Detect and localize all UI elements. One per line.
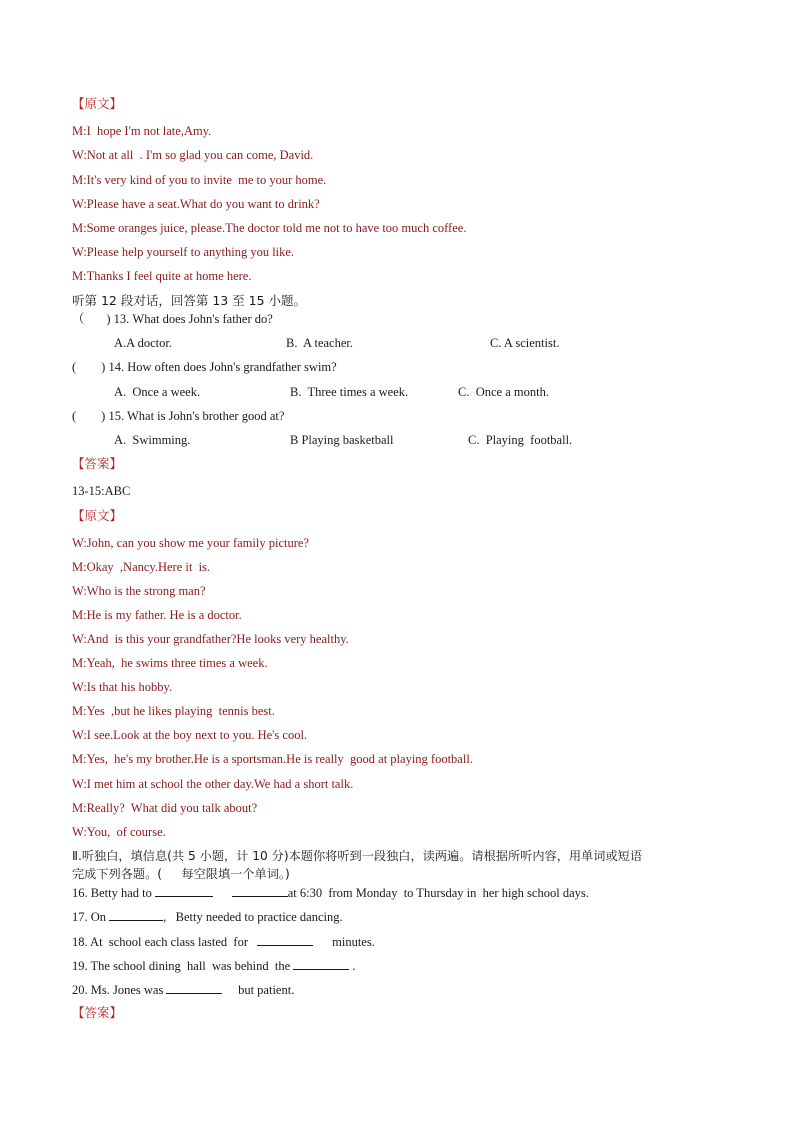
dialog-line: M:Yes ,but he likes playing tennis best. <box>72 704 275 718</box>
dialog-line: W:Is that his hobby. <box>72 680 173 694</box>
q20-text-a: 20. Ms. Jones was <box>72 983 167 997</box>
blank-17 <box>109 908 163 921</box>
dialog-line: W:John, can you show me your family picture? <box>72 536 309 550</box>
blank-18 <box>257 933 313 946</box>
q19-text-b: . <box>352 959 356 973</box>
dialog-line: M:He is my father. He is a doctor. <box>72 608 242 622</box>
question-18 <box>72 933 375 950</box>
blank-16b <box>232 884 288 897</box>
question-16 <box>72 884 589 901</box>
question-17 <box>72 908 343 925</box>
dialog-line: W:I met him at school the other day.We had a short talk. <box>72 777 354 791</box>
instructions-line-2: 完成下列各题。( 每空限填一个单词。) <box>72 867 290 881</box>
question-15: ( ) 15. What is John's brother good at? <box>72 409 285 423</box>
yuanwen-heading-1: 【原文】 <box>72 96 123 111</box>
q20-text-b: but patient. <box>238 983 295 997</box>
q17-text-a: 17. On <box>72 910 110 924</box>
option-13a: A.A doctor. <box>114 336 172 350</box>
yuanwen-heading-2: 【原文】 <box>72 508 123 523</box>
question-14: ( ) 14. How often does John's grandfather swim? <box>72 360 337 374</box>
dialog-line: M:Okay ,Nancy.Here it is. <box>72 560 211 574</box>
dialog-line: W:Not at all . I'm so glad you can come, David. <box>72 148 314 162</box>
q18-text-b: minutes. <box>332 935 375 949</box>
q16-text-b: at 6:30 from Monday to Thursday in her high school days. <box>287 886 589 900</box>
dialog-line: M:It's very kind of you to invite me to your home. <box>72 173 327 187</box>
q18-text-a: 18. At school each class lasted for <box>72 935 258 949</box>
dialog-line: M:Thanks I feel quite at home here. <box>72 269 252 283</box>
question-19 <box>72 957 356 974</box>
option-14c: C. Once a month. <box>458 385 549 399</box>
option-15c: C. Playing football. <box>468 433 573 447</box>
question-13: （ ) 13. What does John's father do? <box>72 312 273 326</box>
dialog-line: W:You, of course. <box>72 825 166 839</box>
option-13b: B. A teacher. <box>286 336 353 350</box>
dialog-line: M:Yeah, he swims three times a week. <box>72 656 268 670</box>
answer-text: 13-15:ABC <box>72 484 131 498</box>
dialog-line: M:Some oranges juice, please.The doctor told me not to have too much coffee. <box>72 221 467 235</box>
dialog-line: W:And is this your grandfather?He looks very healthy. <box>72 632 349 646</box>
q19-text-a: 19. The school dining hall was behind the <box>72 959 294 973</box>
dialog-line: M:Yes, he's my brother.He is a sportsman.He is really good at playing football. <box>72 752 473 766</box>
q16-text-a: 16. Betty had to <box>72 886 155 900</box>
blank-16a <box>155 884 213 897</box>
section-heading: 听第 12 段对话，回答第 13 至 15 小题。 <box>72 293 307 308</box>
dialog-line: W:Please have a seat.What do you want to drink? <box>72 197 320 211</box>
blank-19 <box>293 957 349 970</box>
option-15a: A. Swimming. <box>114 433 191 447</box>
dialog-line: M:I hope I'm not late,Amy. <box>72 124 212 138</box>
instructions-line-1: Ⅱ.听独白，填信息(共 5 小题，计 10 分)本题你将听到一段独白，读两遍。请根据所听内容，用单词或短语 <box>72 849 643 863</box>
dialog-line: W:Who is the strong man? <box>72 584 206 598</box>
answer-heading: 【答案】 <box>72 456 123 471</box>
answer-heading-2: 【答案】 <box>72 1005 123 1020</box>
option-13c: C. A scientist. <box>490 336 560 350</box>
dialog-line: M:Really? What did you talk about? <box>72 801 258 815</box>
option-15b: B Playing basketball <box>290 433 394 447</box>
blank-20 <box>166 981 222 994</box>
question-20 <box>72 981 294 998</box>
dialog-line: W:I see.Look at the boy next to you. He's cool. <box>72 728 308 742</box>
option-14a: A. Once a week. <box>114 385 201 399</box>
dialog-line: W:Please help yourself to anything you like. <box>72 245 295 259</box>
q17-text-b: , Betty needed to practice dancing. <box>163 910 343 924</box>
option-14b: B. Three times a week. <box>290 385 409 399</box>
